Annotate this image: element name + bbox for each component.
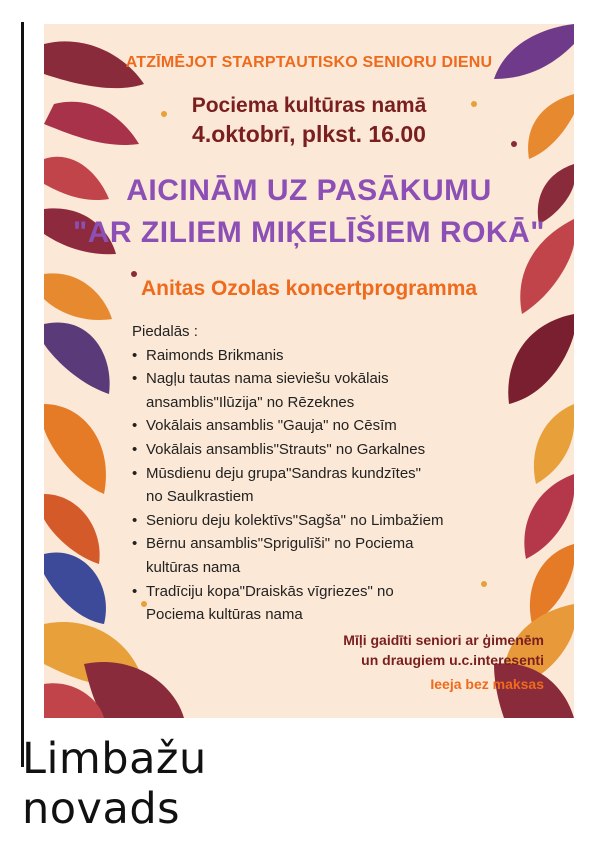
brand-logo-line1: Limbažu — [22, 734, 207, 784]
event-title-line1: AICINĀM UZ PASĀKUMU — [126, 174, 492, 207]
invitation-line1: Mīļi gaidīti seniori ar ģimenēm — [343, 632, 544, 648]
list-item: • Bērnu ansamblis"Sprigulīši" no Pociema kultūras nama — [132, 535, 414, 576]
event-title-line2: "AR ZILIEM MIĶELĪŠIEM ROKĀ" — [73, 216, 545, 249]
list-item: • Senioru deju kolektīvs"Sagša" no Limbažiem — [132, 511, 444, 529]
list-item: • Nagļu tautas nama sieviešu vokālais ansamblis"Ilūzija" no Rēzeknes — [132, 370, 389, 411]
event-poster — [44, 24, 574, 718]
program-subtitle: Anitas Ozolas koncertprogramma — [140, 277, 478, 300]
date-time-text: 4.oktobrī, plkst. 16.00 — [192, 121, 426, 147]
free-entry-text: Ieeja bez maksas — [430, 676, 544, 692]
intro-heading: ATZĪMĒJOT STARPTAUTISKO SENIORU DIENU — [125, 54, 493, 71]
list-item: • Mūsdienu deju grupa"Sandras kundzītes" no Saulkrastiem — [132, 464, 421, 506]
venue-text: Pociema kultūras namā — [191, 94, 427, 117]
list-item: • Vokālais ansamblis"Strauts" no Garkalnes — [132, 440, 426, 458]
list-item: • Vokālais ansamblis "Gauja" no Cēsīm — [132, 417, 397, 435]
invitation-line2: un draugiem u.c.interesenti — [361, 652, 544, 668]
list-item: • Tradīciju kopa"Draiskās vīgriezes" no Pociema kultūras nama — [132, 582, 394, 624]
brand-frame-line — [21, 22, 24, 767]
participants-heading: Piedalās : — [132, 323, 198, 340]
participants-list — [132, 320, 512, 627]
brand-logo-line2: novads — [22, 784, 181, 834]
list-item: • Raimonds Brikmanis — [132, 346, 284, 364]
